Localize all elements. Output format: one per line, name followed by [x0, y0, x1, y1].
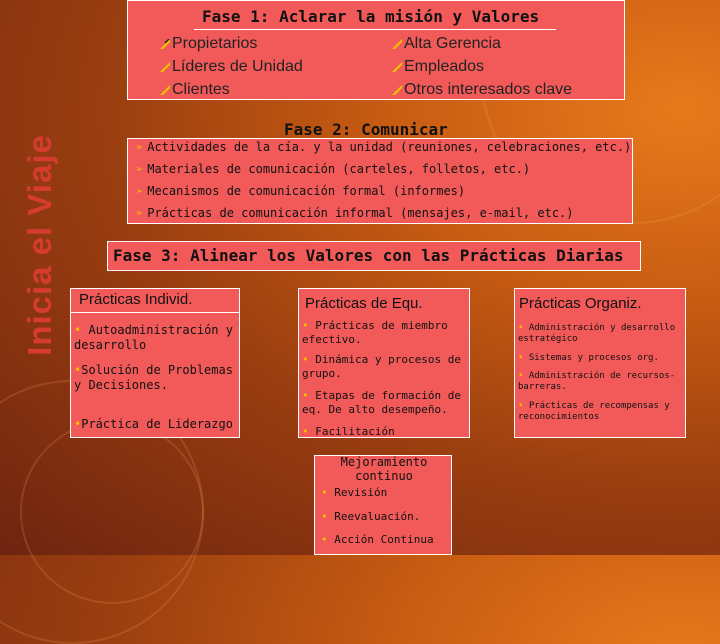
phase1-title: Fase 1: Aclarar la misión y Valores	[202, 7, 540, 26]
check-arrow-icon: ➢	[136, 140, 144, 154]
phase3-box	[107, 241, 641, 271]
arrow-bullet-icon	[392, 39, 402, 49]
phase1-item-senior-management	[392, 35, 501, 53]
team-item-group-dynamics: • Dinámica y procesos de grupo.	[302, 353, 461, 380]
org-practices-title: Prácticas Organiz.	[519, 295, 642, 312]
individual-item-leadership: •Práctica de Liderazgo	[74, 417, 233, 431]
individual-practices-title: Prácticas Individ.	[79, 291, 193, 308]
phase1-item-stakeholders	[392, 81, 572, 99]
individual-practices-box	[70, 288, 240, 438]
org-practices-box	[514, 288, 686, 438]
team-practices-title: Prácticas de Equ.	[305, 295, 423, 312]
individual-item-problem-solving: •Solución de Problemas y Decisiones.	[74, 363, 233, 392]
phase2-box	[127, 138, 633, 224]
phase1-underline	[194, 29, 556, 30]
improvement-item-continuous-action: • Acción Continua	[321, 533, 434, 546]
team-item-formation-stages: • Etapas de formación de eq. De alto desempeño.	[302, 389, 461, 416]
phase2-item-formal: ➢ Mecanismos de comunicación formal (informes)	[136, 184, 466, 198]
phase3-title: Fase 3: Alinear los Valores con las Prácticas Diarias	[113, 246, 624, 265]
improvement-box	[314, 455, 452, 555]
phase1-item-owners	[160, 35, 257, 53]
check-arrow-icon: ➢	[136, 184, 144, 198]
employees-label: Empleados	[404, 58, 485, 75]
side-title-text: Inicia el Viaje	[21, 134, 58, 356]
arrow-bullet-icon	[160, 62, 170, 72]
individual-underline	[71, 312, 239, 313]
arrow-bullet-icon	[392, 62, 402, 72]
arrow-bullet-icon	[160, 85, 170, 95]
team-item-facilitation: • Facilitación	[302, 425, 395, 438]
org-item-systems: • Sistemas y procesos org.	[518, 353, 659, 363]
clients-label: Clientes	[172, 81, 230, 98]
org-item-resources: • Administración de recursos-barreras.	[518, 371, 676, 393]
side-title	[20, 100, 60, 390]
phase1-item-clients	[160, 81, 230, 99]
check-arrow-icon: ➢	[136, 206, 144, 220]
phase2-item-materials: ➢ Materiales de comunicación (carteles, folletos, etc.)	[136, 162, 531, 176]
phase1-item-employees	[392, 58, 484, 76]
phase2-title: Fase 2: Comunicar	[284, 120, 448, 139]
team-practices-box	[298, 288, 470, 438]
org-item-strategic: • Administración y desarrollo estratégico	[518, 323, 676, 345]
phase2-item-activities: ➢ Actividades de la cía. y la unidad (reuniones, celebraciones, etc.)	[136, 140, 632, 154]
org-item-rewards: • Prácticas de recompensas y reconocimientos	[518, 401, 670, 423]
phase1-item-unit-leaders	[160, 58, 303, 76]
background-swirl	[20, 420, 204, 604]
stakeholders-label: Otros interesados clave	[404, 81, 573, 98]
improvement-item-review: • Revisión	[321, 486, 388, 499]
team-item-effective-member: • Prácticas de miembro efectivo.	[302, 319, 448, 346]
unit-leaders-label: Líderes de Unidad	[172, 58, 303, 75]
owners-label: Propietarios	[172, 35, 258, 52]
phase1-box	[127, 0, 625, 100]
senior-management-label: Alta Gerencia	[404, 35, 501, 52]
arrow-bullet-icon	[160, 39, 170, 49]
phase2-item-informal: ➢ Prácticas de comunicación informal (mensajes, e-mail, etc.)	[136, 206, 574, 220]
individual-item-self-management: • Autoadministración y desarrollo	[74, 323, 233, 352]
improvement-title: Mejoramiento continuo	[340, 455, 428, 483]
check-arrow-icon: ➢	[136, 162, 144, 176]
arrow-bullet-icon	[392, 85, 402, 95]
improvement-item-reevaluation: • Reevaluación.	[321, 510, 421, 523]
